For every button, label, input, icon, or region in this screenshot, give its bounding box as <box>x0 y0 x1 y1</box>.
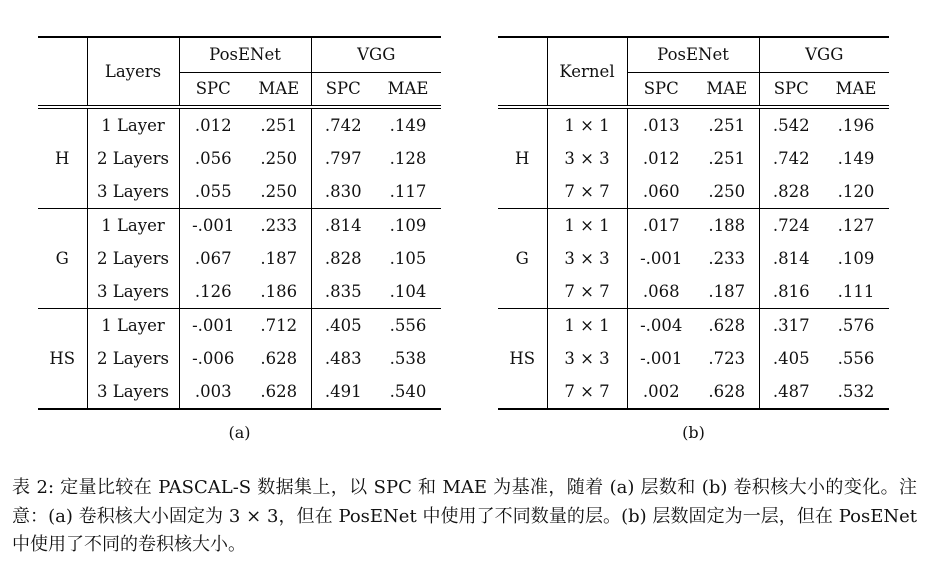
cell: .405 <box>311 309 375 343</box>
table-row <box>498 175 889 209</box>
cell: .250 <box>247 142 311 175</box>
cell: .233 <box>247 209 311 243</box>
row-label: 3 Layers <box>87 175 179 209</box>
cell: -.001 <box>640 349 683 368</box>
cell: .628 <box>695 375 759 409</box>
row-label: 2 Layers <box>87 342 179 375</box>
cell: .576 <box>823 309 889 343</box>
cell: .067 <box>194 249 232 268</box>
cell: .542 <box>772 116 810 135</box>
table-row <box>498 275 889 309</box>
row-label: 1 Layer <box>87 309 179 343</box>
row-label: 2 Layers <box>87 142 179 175</box>
cell: .196 <box>837 116 875 135</box>
table-row <box>38 107 441 142</box>
table-row <box>38 342 441 375</box>
cell: -.001 <box>179 209 247 243</box>
header-posenet: PosENet <box>179 37 311 73</box>
header-posenet: PosENet <box>627 37 759 73</box>
table-row <box>498 375 889 409</box>
header-metric: SPC <box>627 73 695 108</box>
cell: -.006 <box>192 349 235 368</box>
cell: .149 <box>389 116 427 135</box>
row-label: 7 × 7 <box>547 375 627 409</box>
table-caption: 表 2: 定量比较在 PASCAL-S 数据集上，以 SPC 和 MAE 为基准，随着 (a) 层数和 (b) 卷积核大小的变化。注意：(a) 卷积核大小固定为 3 × 3，但在 PosENet 中使用了不同数量的层。(b) 层数固定为一层，但在 PosENet 中使用了不同的卷积核大小。 <box>12 477 917 555</box>
cell: .128 <box>389 149 427 168</box>
cell: .556 <box>837 349 875 368</box>
cell: -.004 <box>627 309 695 343</box>
cell: .742 <box>772 149 810 168</box>
group-label: G <box>498 209 547 309</box>
table-row <box>498 309 889 343</box>
header-blank <box>498 37 547 107</box>
cell: .250 <box>695 175 759 209</box>
cell: .723 <box>695 342 759 375</box>
cell: .797 <box>324 149 362 168</box>
header-blank <box>38 37 87 107</box>
row-label: 3 × 3 <box>547 142 627 175</box>
cell: .814 <box>311 209 375 243</box>
cell: .628 <box>247 342 311 375</box>
cell: .816 <box>772 282 810 301</box>
header-metric: MAE <box>247 73 311 108</box>
subcaption-b: (b) <box>682 423 705 442</box>
cell: .013 <box>642 116 680 135</box>
header-kernel: Kernel <box>547 37 627 107</box>
cell: .111 <box>837 282 875 301</box>
cell: .017 <box>627 209 695 243</box>
cell: .104 <box>389 282 427 301</box>
cell: .068 <box>642 282 680 301</box>
cell: .317 <box>759 309 823 343</box>
cell: .540 <box>389 382 427 401</box>
group-label: H <box>38 107 87 209</box>
cell: .012 <box>194 116 232 135</box>
cell: .186 <box>247 275 311 309</box>
cell: .487 <box>772 382 810 401</box>
cell: .120 <box>837 182 875 201</box>
table-row <box>498 242 889 275</box>
table-b <box>498 36 889 410</box>
table-row <box>38 142 441 175</box>
cell: .251 <box>695 107 759 142</box>
cell: .056 <box>194 149 232 168</box>
cell: .233 <box>695 242 759 275</box>
header-metric: MAE <box>823 73 889 108</box>
row-label: 7 × 7 <box>547 175 627 209</box>
row-label: 3 × 3 <box>547 342 627 375</box>
table-a <box>38 36 441 410</box>
cell: .712 <box>247 309 311 343</box>
cell: .828 <box>324 249 362 268</box>
results-table-b <box>498 36 889 410</box>
cell: .628 <box>695 309 759 343</box>
table-row <box>498 209 889 243</box>
row-label: 2 Layers <box>87 242 179 275</box>
header-vgg: VGG <box>759 37 889 73</box>
cell: .187 <box>247 242 311 275</box>
cell: .830 <box>324 182 362 201</box>
header-metric: SPC <box>759 73 823 108</box>
cell: .187 <box>695 275 759 309</box>
header-vgg: VGG <box>311 37 441 73</box>
table-row <box>38 309 441 343</box>
cell: .724 <box>759 209 823 243</box>
cell: .109 <box>837 249 875 268</box>
row-label: 3 × 3 <box>547 242 627 275</box>
cell: .055 <box>194 182 232 201</box>
group-label: H <box>498 107 547 209</box>
header-layers: Layers <box>87 37 179 107</box>
cell: .060 <box>642 182 680 201</box>
header-metric: SPC <box>311 73 375 108</box>
cell: .814 <box>772 249 810 268</box>
row-label: 7 × 7 <box>547 275 627 309</box>
table-row <box>38 175 441 209</box>
table-row <box>38 209 441 243</box>
row-label: 1 × 1 <box>547 309 627 343</box>
cell: .405 <box>772 349 810 368</box>
cell: .105 <box>389 249 427 268</box>
subcaption-a: (a) <box>228 423 251 442</box>
cell: .149 <box>837 149 875 168</box>
group-label: HS <box>498 309 547 410</box>
cell: .127 <box>823 209 889 243</box>
cell: .742 <box>324 116 362 135</box>
cell: .117 <box>389 182 427 201</box>
cell: .538 <box>389 349 427 368</box>
row-label: 1 × 1 <box>547 107 627 142</box>
cell: .483 <box>324 349 362 368</box>
cell: .828 <box>772 182 810 201</box>
cell: .532 <box>837 382 875 401</box>
table-row <box>498 107 889 142</box>
row-label: 1 Layer <box>87 209 179 243</box>
cell: .251 <box>247 107 311 142</box>
cell: .109 <box>375 209 441 243</box>
header-metric: MAE <box>695 73 759 108</box>
cell: .250 <box>247 175 311 209</box>
row-label: 1 Layer <box>87 107 179 142</box>
cell: .188 <box>695 209 759 243</box>
results-table-a <box>38 36 441 410</box>
header-metric: MAE <box>375 73 441 108</box>
header-metric: SPC <box>179 73 247 108</box>
cell: .012 <box>642 149 680 168</box>
cell: .491 <box>324 382 362 401</box>
cell: .126 <box>194 282 232 301</box>
row-label: 3 Layers <box>87 375 179 409</box>
cell: .628 <box>247 375 311 409</box>
cell: .835 <box>324 282 362 301</box>
group-label: G <box>38 209 87 309</box>
table-row <box>38 375 441 409</box>
cell: .251 <box>695 142 759 175</box>
group-label: HS <box>38 309 87 410</box>
row-label: 3 Layers <box>87 275 179 309</box>
table-row <box>498 342 889 375</box>
cell: -.001 <box>640 249 683 268</box>
cell: -.001 <box>179 309 247 343</box>
table-row <box>498 142 889 175</box>
cell: .002 <box>642 382 680 401</box>
row-label: 1 × 1 <box>547 209 627 243</box>
table-row <box>38 242 441 275</box>
table-row <box>38 275 441 309</box>
cell: .556 <box>375 309 441 343</box>
cell: .003 <box>194 382 232 401</box>
